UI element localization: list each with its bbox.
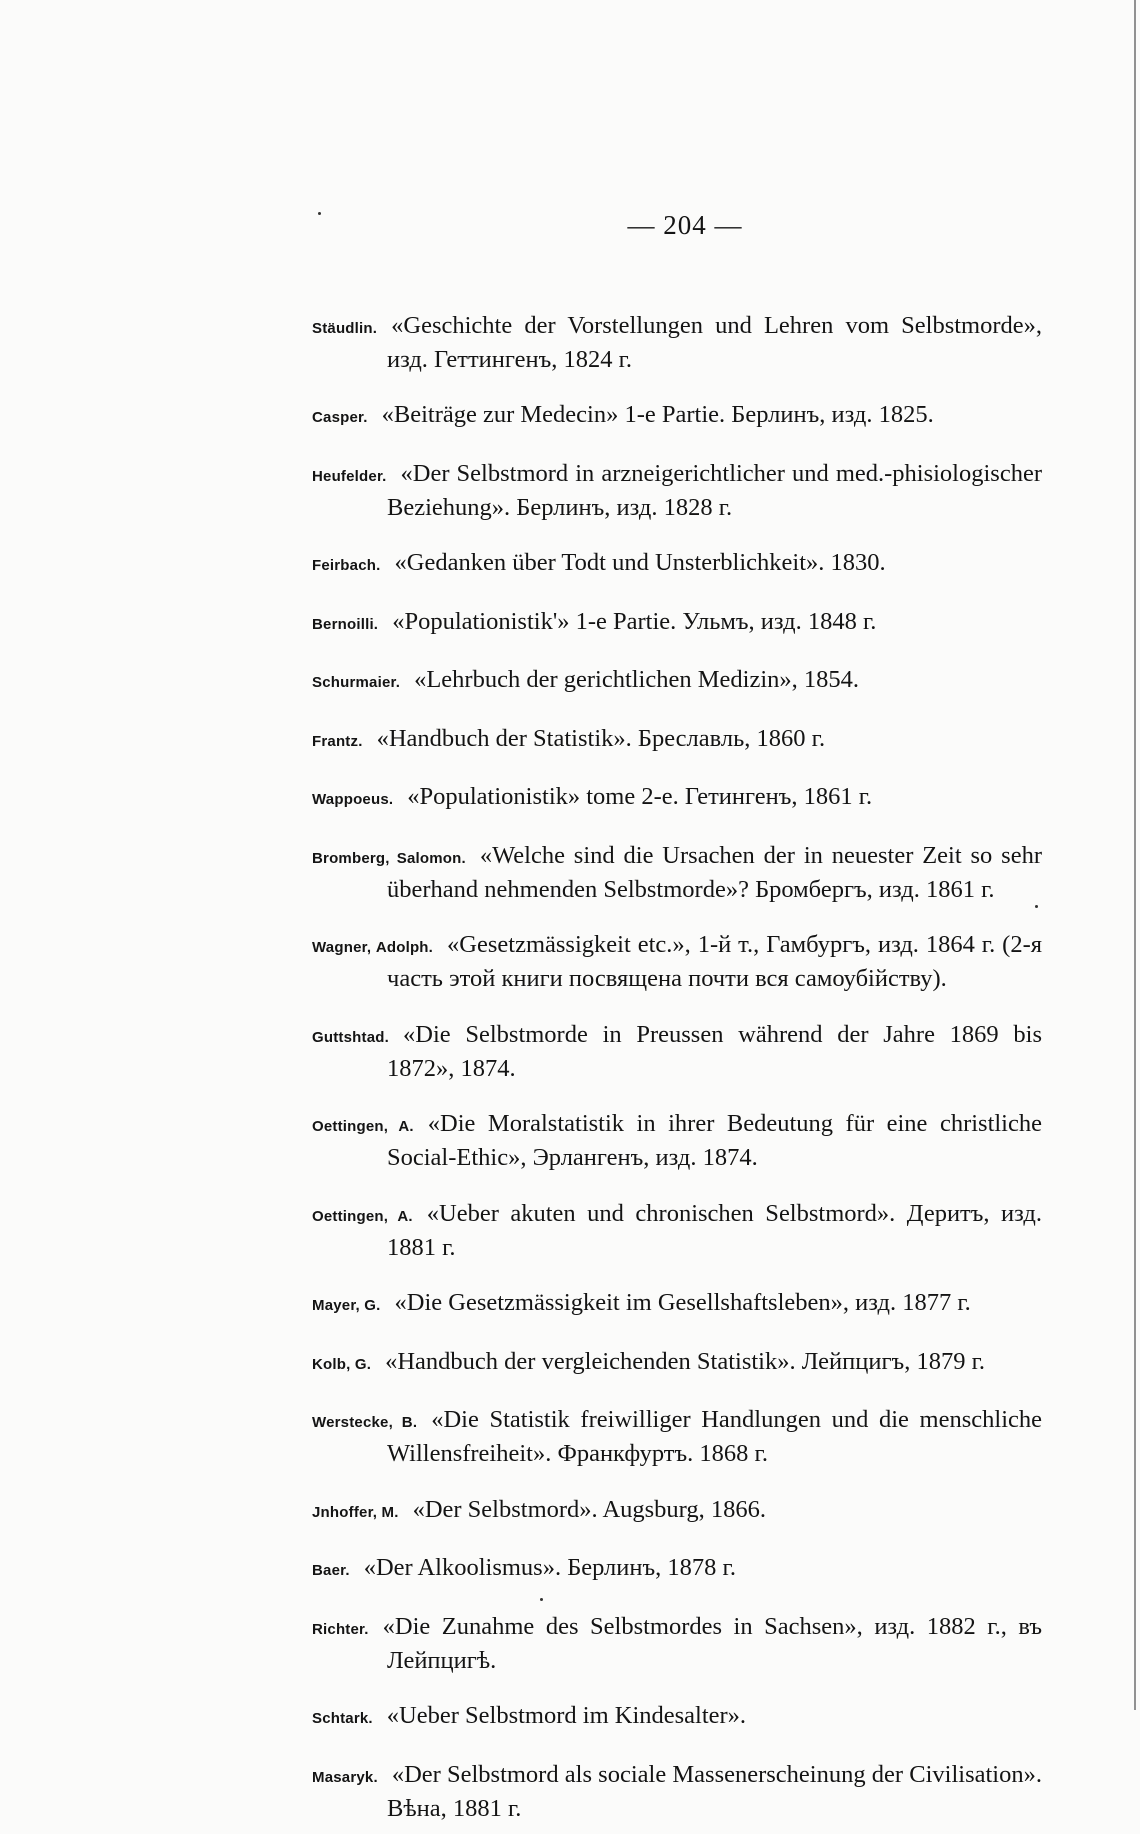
entry-author: Baer.: [312, 1562, 350, 1579]
entry-text: «Der Selbstmord in arzneigerichtlicher und med.-phisiologischer Beziehung». Берлинъ, изд. 1828 г.: [387, 459, 1042, 521]
bibliography-entry: [312, 723, 1042, 757]
entry-author: Schtark.: [312, 1710, 373, 1727]
bibliography-entry: [312, 781, 1042, 815]
entry-text: «Ueber akuten und chronischen Selbstmord». Деритъ, изд. 1881 г.: [387, 1199, 1042, 1261]
entry-author: Casper.: [312, 409, 368, 426]
entry-text: «Der Alkoolismus». Берлинъ, 1878 г.: [363, 1554, 736, 1581]
entry-text: «Der Selbstmord». Augsburg, 1866.: [412, 1495, 767, 1523]
entry-text: «Die Gesetzmässigkeit im Gesellshaftsleben», изд. 1877 г.: [394, 1289, 971, 1316]
entry-text: «Handbuch der vergleichenden Statistik». Лейпцигъ, 1879 г.: [385, 1347, 986, 1375]
entry-author: Richter.: [312, 1620, 369, 1638]
bibliography-entry: [312, 1611, 1042, 1676]
entry-text: «Gedanken über Todt und Unsterblichkeit». 1830.: [394, 549, 886, 576]
entry-text: «Welche sind die Ursachen der in neuester Zeit so sehr überhand nehmenden Selbstmorde»? Бромбергъ, изд. 1861 г.: [387, 841, 1042, 903]
entry-text: «Der Selbstmord als sociale Massenerscheinung der Civilisation». Вѣна, 1881 г.: [387, 1760, 1042, 1822]
bibliography-entry: [312, 399, 1042, 433]
entry-text: «Handbuch der Statistik». Бреславль, 1860 г.: [376, 724, 826, 752]
bibliography-entry: [312, 1287, 1042, 1321]
entry-text: «Geschichte der Vorstellungen und Lehren vom Selbstmorde», изд. Геттингенъ, 1824 г.: [387, 311, 1042, 373]
entry-text: «Populationistik'» 1-e Partie. Ульмъ, изд. 1848 г.: [392, 607, 877, 635]
bibliography-entry: [312, 1198, 1042, 1263]
entry-author: Bromberg, Salomon.: [312, 849, 466, 867]
bibliography-entry: [312, 1019, 1042, 1084]
bibliography-entry: [312, 1404, 1042, 1469]
bibliography-entry: [312, 1494, 1042, 1528]
entry-text: «Lehrbuch der gerichtlichen Medizin», 1854.: [414, 666, 860, 693]
entry-author: Jnhoffer, M.: [312, 1503, 399, 1521]
entry-text: «Ueber Selbstmord im Kindesalter».: [386, 1702, 747, 1729]
entry-text: «Die Statistik freiwilliger Handlungen und die menschliche Willensfreiheit». Франкфуртъ. 1868 г.: [387, 1406, 1042, 1467]
entry-text: «Die Selbstmorde in Preussen während der Jahre 1869 bis 1872», 1874.: [387, 1020, 1042, 1082]
bibliography-entry: [312, 606, 1042, 640]
entry-author: Werstecke, B.: [312, 1414, 418, 1431]
entry-text: «Beiträge zur Medecin» 1-e Partie. Берлинъ, изд. 1825.: [381, 401, 934, 428]
entry-author: Masaryk.: [312, 1768, 378, 1786]
page-number: — 204 —: [627, 210, 743, 240]
entry-text: «Die Zunahme des Selbstmordes in Sachsen», изд. 1882 г., въ Лейпцигѣ.: [382, 1612, 1042, 1674]
bibliography-entry: [312, 1700, 1042, 1734]
entry-author: Frantz.: [312, 732, 363, 750]
bibliography-entry: [312, 929, 1042, 994]
bibliography-entry: [312, 840, 1042, 905]
bibliography-entry: [312, 664, 1042, 698]
bibliography-entry: [312, 310, 1042, 375]
bibliography-entry: [312, 1108, 1042, 1173]
entry-author: Bernoilli.: [312, 615, 379, 633]
bibliography-entry: [312, 1759, 1042, 1824]
page-edge-line: [1134, 0, 1136, 1710]
bibliography-list: [312, 285, 1042, 1834]
entry-author: Kolb, G.: [312, 1355, 372, 1373]
entry-author: Schurmaier.: [312, 674, 401, 691]
entry-author: Wappoeus.: [312, 791, 394, 808]
entry-author: Wagner, Adolph.: [312, 939, 434, 956]
bibliography-entry: [312, 1346, 1042, 1380]
entry-author: Guttshtad.: [312, 1028, 389, 1046]
entry-text: «Populationistik» tome 2-e. Гетингенъ, 1861 г.: [407, 783, 873, 810]
entry-author: Mayer, G.: [312, 1297, 381, 1314]
entry-author: Oettingen, A.: [312, 1118, 414, 1135]
bibliography-entry: [312, 458, 1042, 523]
bibliography-entry: [312, 1552, 1042, 1586]
entry-text: «Die Moralstatistik in ihrer Bedeutung für eine christliche Social-Ethic», Эрлангенъ, изд. 1874.: [387, 1110, 1042, 1171]
entry-author: Oettingen, A.: [312, 1207, 413, 1225]
bibliography-entry: [312, 547, 1042, 581]
entry-text: «Gesetzmässigkeit etc.», 1-й т., Гамбургъ, изд. 1864 г. (2-я часть этой книги посвящена почти вся самоубійству).: [387, 931, 1042, 992]
entry-author: Feirbach.: [312, 557, 381, 574]
entry-author: Heufelder.: [312, 467, 387, 485]
entry-author: Stäudlin.: [312, 319, 378, 337]
